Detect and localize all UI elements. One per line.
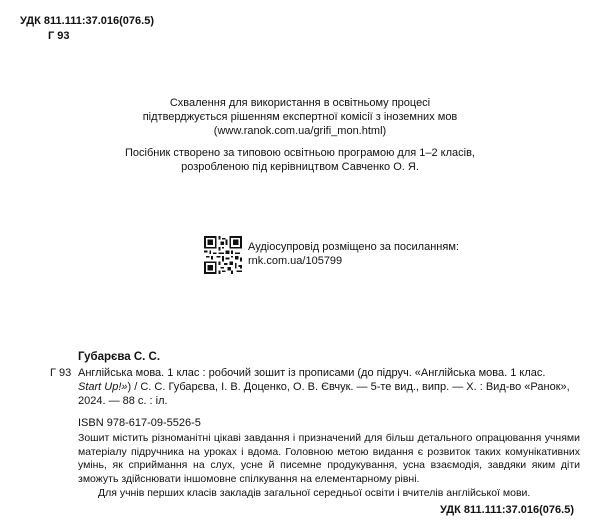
biblio-authors-publisher: ) / С. С. Губарєва, І. В. Доценко, О. В. Євчук. — 5-те вид., випр. — Х. : Вид-во «Ранок», (127, 381, 570, 393)
audio-link: rnk.com.ua/105799 (248, 255, 343, 267)
bibliographic-description (78, 366, 580, 408)
udk-code-bottom: УДК 811.111:37.016(076.5) (440, 504, 574, 516)
approval-line-2: підтверджується рішенням експертної комісії з іноземних мов (142, 111, 458, 123)
isbn: ISBN 978-617-09-5526-5 (78, 417, 201, 429)
approval-link: (www.ranok.com.ua/grifi_mon.html) (213, 125, 387, 137)
curriculum-line-1: Посібник створено за типовою освітньою програмою для 1–2 класів, (124, 147, 475, 159)
curriculum-line-2: розробленою під керівництвом Савченко О. Я. (181, 161, 419, 173)
biblio-line-3: 2024. — 88 с. : іл. (78, 395, 168, 407)
annotation-text: Зошит містить різноманітні цікаві завдання і призначений для більш детального опрацювання учнями матеріалу підручника на уроках і вдома. Головною метою видання є розвиток таких комунікативних умінь, як сприймання на слух, усне й писемне продукування, усна взаємодія, завдяки яким діти зможуть здійснювати іншомовне спілкування на елементарному рівні. (78, 432, 580, 485)
library-index-top: Г 93 (48, 30, 70, 42)
biblio-line-1: Англійська мова. 1 клас : робочий зошит із прописами (до підруч. «Англійська мова. 1 клас. (78, 367, 546, 379)
approval-line-1: Схвалення для використання в освітньому процесі (169, 97, 431, 109)
audio-label: Аудіосупровід розміщено за посиланням: (248, 241, 459, 253)
approval-statement (0, 96, 600, 138)
library-index-entry: Г 93 (50, 367, 72, 379)
target-audience: Для учнів перших класів закладів загальної середньої освіти і вчителів англійської мови. (98, 487, 531, 499)
audio-support-note (248, 240, 459, 268)
udk-code-top: УДК 811.111:37.016(076.5) (20, 15, 154, 27)
qr-code-icon (204, 236, 242, 274)
author-heading: Губарєва С. С. (78, 351, 161, 363)
biblio-series-title: Start Up!» (78, 381, 128, 393)
biblio-line-2 (78, 380, 580, 394)
curriculum-statement (0, 146, 600, 174)
